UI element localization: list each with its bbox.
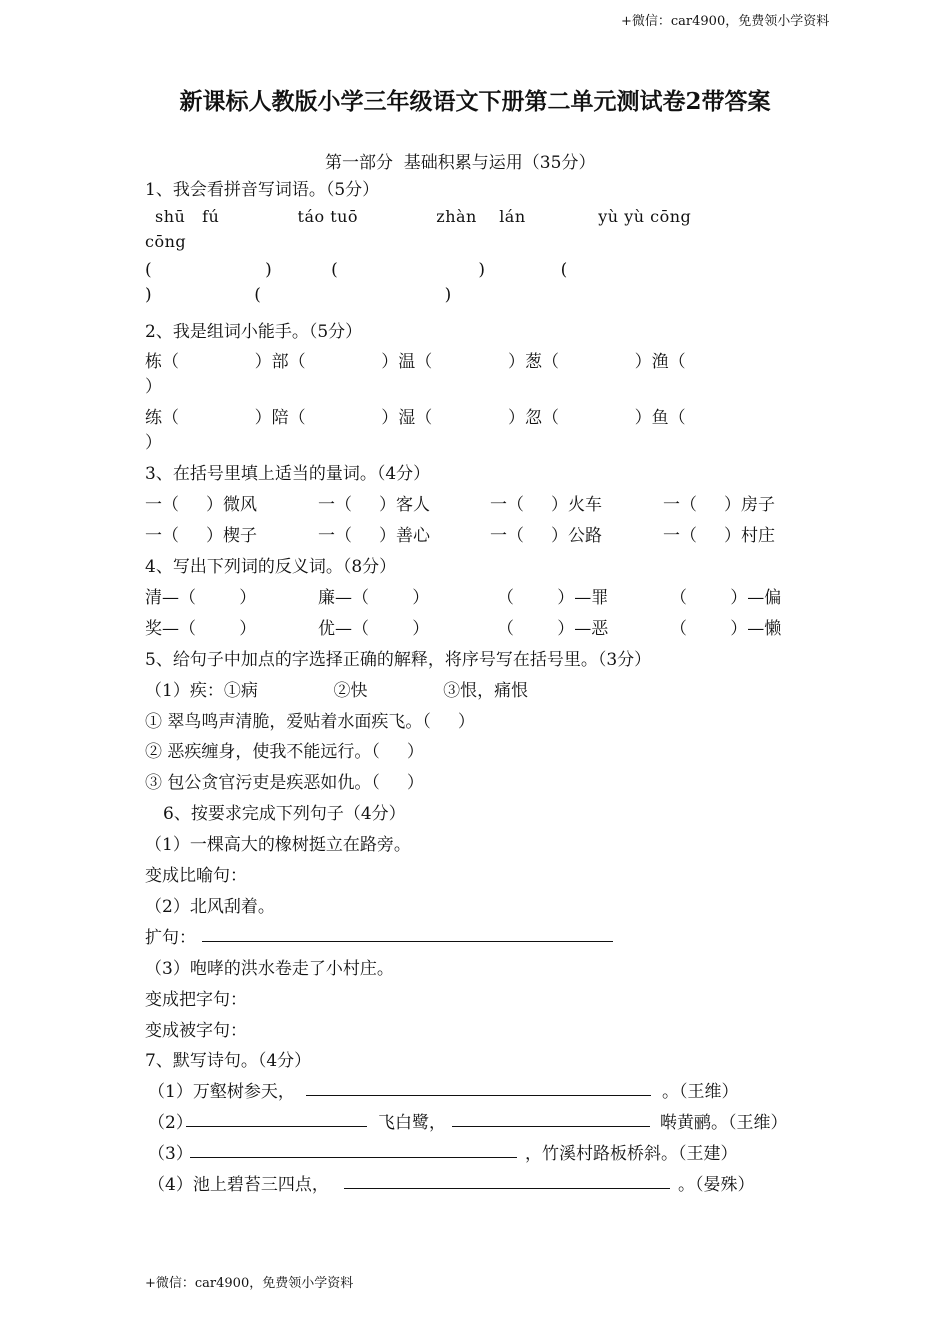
q6-task-3b: 变成被字句： xyxy=(145,1021,247,1041)
q4-item: 优—（ ） xyxy=(318,619,430,639)
q7-line2-blank-2[interactable] xyxy=(452,1126,650,1127)
q7-line4-pre: （4）池上碧苔三四点， xyxy=(148,1175,329,1195)
q6-task-2: 扩句： xyxy=(145,928,196,948)
q6-item-1: （1）一棵高大的橡树挺立在路旁。 xyxy=(145,835,411,855)
q7-line2-pre: （2） xyxy=(148,1113,193,1133)
q7-line4-blank[interactable] xyxy=(344,1188,670,1189)
q4-item: 清—（ ） xyxy=(145,588,257,608)
q3-item: 一（ ）房子 xyxy=(663,495,776,515)
q3-item: 一（ ）楔子 xyxy=(145,526,258,546)
q4-heading: 4、写出下列词的反义词。（8分） xyxy=(145,557,397,577)
q4-item: 廉—（ ） xyxy=(318,588,430,608)
q7-line2-blank-1[interactable] xyxy=(186,1126,367,1127)
q1-pinyin-line: shū fú táo tuō zhàn lán yù yù cōng xyxy=(155,207,692,226)
q7-line2-post: 啭黄鹂。（王维） xyxy=(660,1113,788,1133)
q7-line1-blank[interactable] xyxy=(306,1095,651,1096)
q2-heading: 2、我是组词小能手。（5分） xyxy=(145,322,363,342)
q3-item: 一（ ）善心 xyxy=(318,526,431,546)
q3-item: 一（ ）火车 xyxy=(490,495,603,515)
q1-pinyin-wrap: cōng xyxy=(145,232,187,251)
q5-sentence-2: ② 恶疾缠身，使我不能远行。（ ） xyxy=(145,742,424,762)
q1-paren-line2: ) ( ) xyxy=(145,285,452,305)
q3-item: 一（ ）微风 xyxy=(145,495,258,515)
q2-row1-wrap: ） xyxy=(145,377,162,397)
q7-heading: 7、默写诗句。（4分） xyxy=(145,1051,312,1071)
header-note: +微信：car4900，免费领小学资料 xyxy=(621,14,830,29)
q5-sentence-1: ① 翠鸟鸣声清脆，爱贴着水面疾飞。（ ） xyxy=(145,712,475,732)
q6-task-1: 变成比喻句： xyxy=(145,866,247,886)
q6-task-3a: 变成把字句： xyxy=(145,990,247,1010)
q7-line1-pre: （1）万壑树参天， xyxy=(148,1082,295,1102)
q6-answer-line[interactable] xyxy=(202,941,613,942)
q7-line3-pre: （3） xyxy=(148,1144,193,1164)
q7-line3-post: ，竹溪村路板桥斜。（王建） xyxy=(525,1144,738,1164)
q5-sentence-3: ③ 包公贪官污吏是疾恶如仇。（ ） xyxy=(145,773,424,793)
q4-item: （ ）—罪 xyxy=(497,588,609,608)
q4-item: （ ）—偏 xyxy=(670,588,782,608)
q3-item: 一（ ）公路 xyxy=(490,526,603,546)
q5-heading: 5、给句子中加点的字选择正确的解释，将序号写在括号里。（3分） xyxy=(145,650,652,670)
q7-line1-post: 。（王维） xyxy=(662,1082,739,1102)
q3-item: 一（ ）村庄 xyxy=(663,526,776,546)
q4-item: （ ）—恶 xyxy=(497,619,609,639)
q4-item: 奖—（ ） xyxy=(145,619,257,639)
page-title: 新课标人教版小学三年级语文下册第二单元测试卷2带答案 xyxy=(179,88,771,115)
q5-options: （1）疾：①病 ②快 ③恨，痛恨 xyxy=(145,681,529,701)
footer-note: +微信：car4900，免费领小学资料 xyxy=(145,1276,354,1291)
q2-row2-wrap: ） xyxy=(145,433,162,453)
q1-paren-line1: ( ) ( ) ( xyxy=(145,260,568,280)
q3-heading: 3、在括号里填上适当的量词。（4分） xyxy=(145,464,431,484)
q2-row2: 练（ ）陪（ ）湿（ ）忽（ ）鱼（ xyxy=(145,408,686,428)
q6-heading: 6、按要求完成下列句子（4分） xyxy=(163,804,406,824)
q6-item-2: （2）北风刮着。 xyxy=(145,897,275,917)
part1-heading: 第一部分 基础积累与运用（35分） xyxy=(325,153,596,173)
q1-heading: 1、我会看拼音写词语。（5分） xyxy=(145,180,380,200)
q4-item: （ ）—懒 xyxy=(670,619,782,639)
q3-item: 一（ ）客人 xyxy=(318,495,431,515)
q7-line4-post: 。（晏殊） xyxy=(678,1175,755,1195)
q2-row1: 栋（ ）部（ ）温（ ）葱（ ）渔（ xyxy=(145,352,686,372)
q7-line3-blank[interactable] xyxy=(190,1157,517,1158)
q6-item-3: （3）咆哮的洪水卷走了小村庄。 xyxy=(145,959,394,979)
q7-line2-mid: 飞白鹭， xyxy=(378,1113,446,1133)
